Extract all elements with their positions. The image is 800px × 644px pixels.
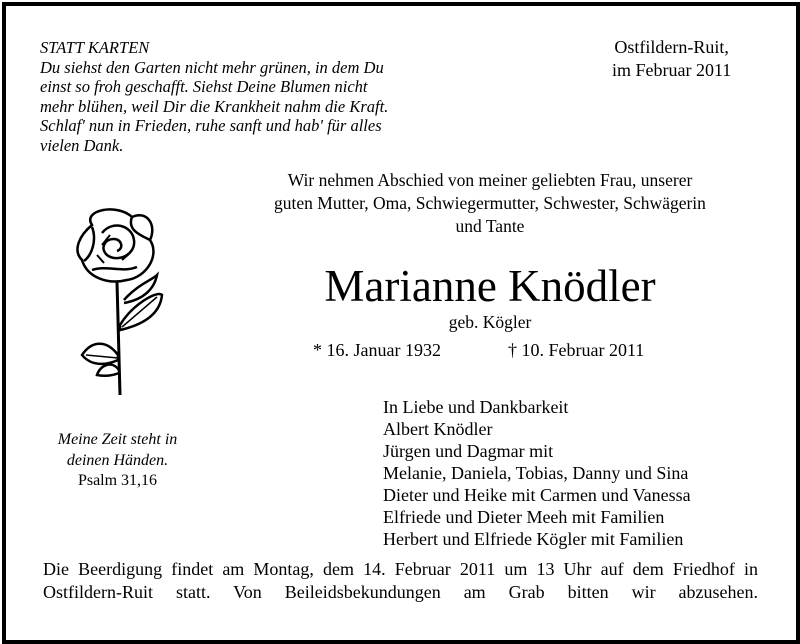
mourner-line: Melanie, Daniela, Tobias, Danny und Sina bbox=[383, 463, 689, 483]
poem-line: Schlaf' nun in Frieden, ruhe sanft und hab' für alles bbox=[40, 116, 382, 135]
rose-illustration bbox=[62, 205, 177, 405]
mourner-line: Elfriede und Dieter Meeh mit Familien bbox=[383, 507, 665, 527]
date: im Februar 2011 bbox=[612, 60, 732, 80]
birth-date: * 16. Januar 1932 bbox=[313, 340, 441, 360]
poem-line: Du siehst den Garten nicht mehr grünen, in dem Du bbox=[40, 57, 384, 77]
birth-name: geb. Kögler bbox=[448, 312, 532, 332]
death-date: † 10. Februar 2011 bbox=[508, 340, 645, 360]
intro-line: und Tante bbox=[455, 216, 525, 236]
psalm-reference: Psalm 31,16 bbox=[77, 472, 158, 489]
poem-line: mehr blühen, weil Dir die Krankheit nahm die Kraft. bbox=[40, 96, 389, 116]
poem bbox=[40, 38, 388, 155]
poem-line: einst so froh geschafft. Siehst Deine Blumen nicht bbox=[40, 77, 368, 96]
psalm-line: Meine Zeit steht in bbox=[57, 431, 178, 448]
mourner-line: Albert Knödler bbox=[383, 419, 493, 439]
poem-line: vielen Dank. bbox=[40, 135, 124, 155]
place-date bbox=[612, 36, 731, 82]
psalm-line: deinen Händen. bbox=[66, 451, 169, 469]
place: Ostfildern-Ruit, bbox=[614, 37, 729, 57]
mourner-line: Herbert und Elfriede Kögler mit Familien bbox=[383, 529, 684, 549]
funeral-notice: Die Beerdigung findet am Montag, dem 14. Februar 2011 um 13 Uhr auf dem Friedhof in Ostfildern-Ruit statt. Von Beileidsbekundungen am Grab bitten wir abzusehen. bbox=[43, 559, 758, 602]
intro-line: guten Mutter, Oma, Schwiegermutter, Schwester, Schwägerin bbox=[274, 193, 706, 213]
mourner-line: Dieter und Heike mit Carmen und Vanessa bbox=[383, 485, 691, 505]
mourner-line: In Liebe und Dankbarkeit bbox=[383, 397, 569, 417]
intro-text bbox=[230, 169, 750, 238]
intro-line: Wir nehmen Abschied von meiner geliebten Frau, unserer bbox=[287, 170, 693, 190]
poem-heading: STATT KARTEN bbox=[40, 38, 150, 57]
psalm-quote bbox=[30, 430, 205, 492]
deceased-name: Marianne Knödler bbox=[324, 261, 656, 311]
mourner-line: Jürgen und Dagmar mit bbox=[383, 441, 554, 461]
mourners-list bbox=[383, 396, 691, 550]
